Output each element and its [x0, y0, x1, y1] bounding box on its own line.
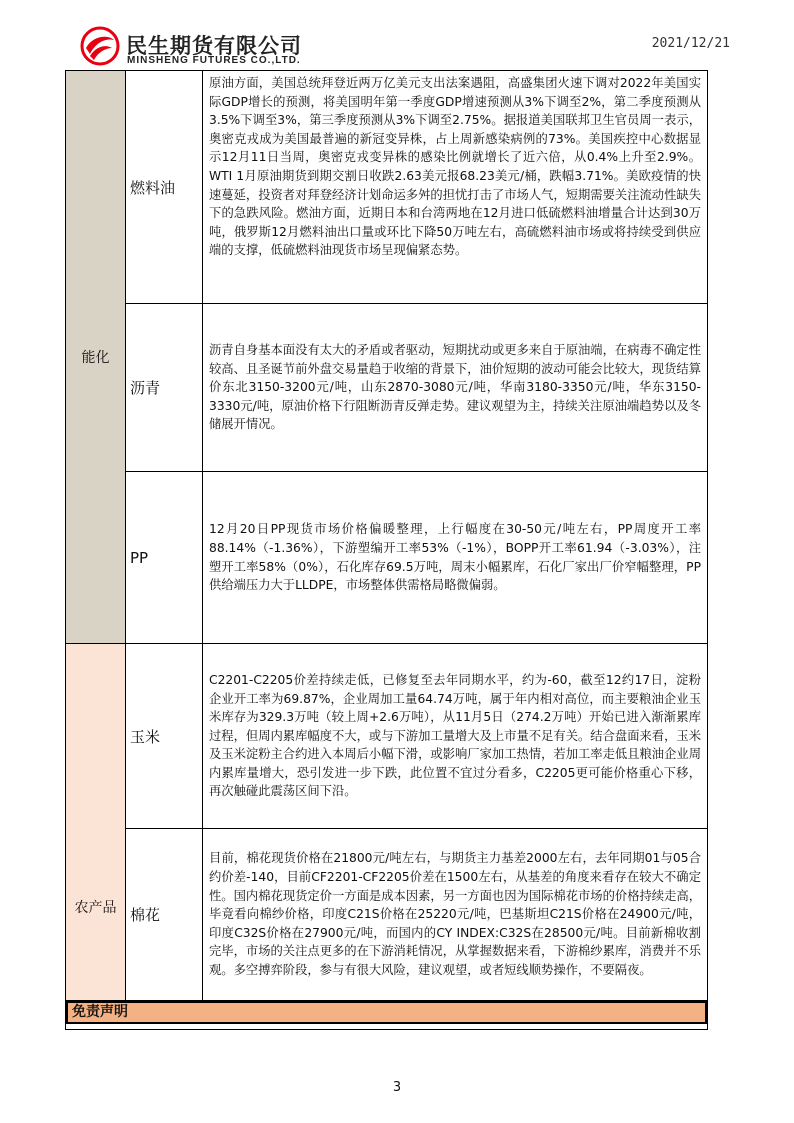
report-date: 2021/12/21 [651, 36, 730, 51]
page-number: 3 [392, 1080, 402, 1095]
page-header [60, 22, 730, 70]
sector-label: 农产品 [74, 900, 117, 916]
sector-label: 能化 [81, 350, 110, 366]
product-analysis: 12月20日PP现货市场价格偏暖整理，上行幅度在30-50元/吨左右，PP周度开工率88.14%（-1.36%），下游塑编开工率53%（-1%），BOPP开工率61.94（-3.03%），注塑开工率58%（0%），石化库存69.5万吨，周末小幅累库，石化厂家出厂价窄幅整理，PP供给端压力大于LLDPE，市场整体供需格局略微偏弱。 [203, 472, 707, 644]
product-analysis: C2201-C2205价差持续走低，已修复至去年同期水平，约为-60，截至12约17日，淀粉企业开工率为69.87%，企业周加工量64.74万吨，属于年内相对高位，而主要粮油企业玉米库存为329.3万吨（较上周+2.6万吨），从11月5日（274.2万吨）开始已进入渐渐累库过程，但周内累库幅度不大，或与下游加工量增大及上市量不足有关。结合盘面来看，玉米及玉米淀粉主合约进入本周后小幅下滑，或影响厂家加工热情，若加工率走低且粮油企业周内累库量增大，恐引发进一步下跌，此位置不宜过分看多，C2205更可能价格重心下移，再次触碰此震荡区间下沿。 [203, 644, 707, 829]
product-analysis: 目前，棉花现货价格在21800元/吨左右，与期货主力基差2000左右，去年同期01与05合约价差-140，目前CF2201-CF2205价差在1500左右，从基差的角度来看存在较大不确定性。国内棉花现货定价一方面是成本因素，另一方面也因为国际棉花市场的价格持续走高，毕竟看向棉纱价格，印度C21S价格在25220元/吨，巴基斯坦C21S价格在24900元/吨，印度C32S价格在27900元/吨，而国内的CY INDEX:C32S在28500元/吨。目前新棉收割完毕，市场的关注点更多的在下游消耗情况，从掌握数据来看，下游棉纱累库，消费并不乐观。多空搏弈阶段，参与有很大风险，建议观望，或者短线顺势操作，不要隔夜。 [203, 829, 707, 1001]
sector-agriculture [66, 644, 126, 1001]
commodity-table [65, 70, 708, 1030]
product-cotton [126, 829, 203, 1001]
product-name: 棉花 [130, 906, 161, 924]
sector-energy [66, 71, 126, 644]
product-name: PP [130, 548, 149, 567]
minsheng-swirl-logo-icon [80, 26, 120, 66]
product-fuel-oil [126, 71, 203, 304]
product-name: 沥青 [130, 379, 161, 397]
disclaimer-heading: 免责声明 [66, 1001, 707, 1024]
product-asphalt [126, 304, 203, 472]
product-name: 燃料油 [130, 178, 176, 197]
company-name-cn: 民生期货有限公司 [126, 34, 302, 58]
product-name: 玉米 [130, 727, 161, 746]
product-pp [126, 472, 203, 644]
product-analysis: 原油方面，美国总统拜登近两万亿美元支出法案遇阻，高盛集团火速下调对2022年美国实际GDP增长的预测，将美国明年第一季度GDP增速预测从3%下调至2%，第二季度预测从3.5%下调至3%，第三季度预测从3%下调至2.75%。据报道美国联邦卫生官员周一表示，奥密克戎成为美国最普遍的新冠变异株，占上周新感染病例的73%。美国疾控中心数据显示12月11日当周，奥密克戎变异株的感染比例就增长了近六倍，从0.4%上升至2.9%。WTI 1月原油期货到期交割日收跌2.63美元报68.23美元/桶，跌幅3.71%。美欧疫情的快速蔓延，投资者对拜登经济计划命运多舛的担忧打击了市场人气，短期需要关注流动性缺失下的急跌风险。燃油方面，近期日本和台湾两地在12月进口低硫燃料油增量合计达到30万吨，俄罗斯12月燃料油出口量或环比下降50万吨左右，高硫燃料油市场或将持续受到供应端的支撑，低硫燃料油现货市场呈现偏紧态势。 [203, 71, 707, 304]
product-corn [126, 644, 203, 829]
company-name-en: MINSHENG FUTURES CO.,LTD. [127, 55, 301, 66]
product-analysis: 沥青自身基本面没有太大的矛盾或者驱动，短期扰动或更多来自于原油端，在病毒不确定性较高、且圣诞节前外盘交易量趋于收缩的背景下，油价短期的波动可能会比较大，现货结算价东北3150-3200元/吨，山东2870-3080元/吨，华南3180-3350元/吨，华东3150-3330元/吨，原油价格下行阻断沥青反弹走势。建议观望为主，持续关注原油端趋势以及冬储展开情况。 [203, 304, 707, 472]
